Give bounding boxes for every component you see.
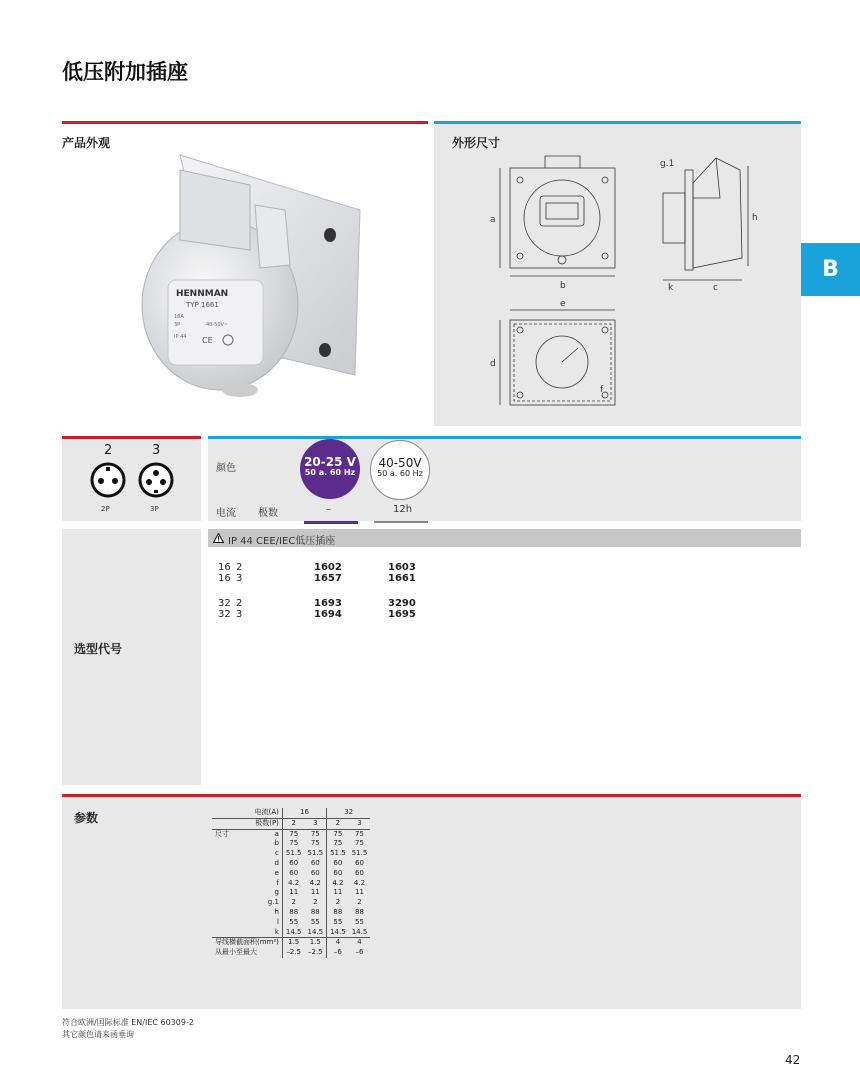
code-row: 32 2 1693 3290 xyxy=(218,598,416,609)
code-row: 32 3 1694 1695 xyxy=(218,609,416,620)
svg-text:f: f xyxy=(600,385,604,395)
white-underline xyxy=(374,521,428,523)
page-number: 42 xyxy=(785,1053,801,1067)
params-row: 尺寸 a 75 75 75 75 xyxy=(215,829,364,838)
section-tab-label: B xyxy=(822,257,839,282)
svg-text:g.1: g.1 xyxy=(660,159,675,169)
color-panel xyxy=(208,439,801,521)
svg-text:3P: 3P xyxy=(174,322,181,328)
code-row: 16 2 1602 1603 xyxy=(218,562,416,573)
svg-text:16A: 16A xyxy=(174,314,184,320)
poles-panel xyxy=(62,439,201,521)
pole-2-label: 2P xyxy=(101,505,110,513)
page-title: 低压附加插座 xyxy=(62,60,188,84)
color-note: 其它颜色请来函垂询 xyxy=(62,1030,134,1039)
svg-text:b: b xyxy=(560,281,566,291)
mount-hole-icon xyxy=(319,343,331,357)
pole-3-label: 3P xyxy=(150,505,159,513)
params-row: k 14.5 14.5 14.5 14.5 xyxy=(212,928,370,938)
params-row: g 11 11 11 11 xyxy=(274,888,364,897)
params-row: c 51.5 51.5 51.5 51.5 xyxy=(275,849,368,858)
svg-text:c: c xyxy=(713,283,718,293)
pole-2-number: 2 xyxy=(104,443,113,458)
poles-count-label: 极数 xyxy=(258,508,278,519)
voltage-badge-violet[interactable] xyxy=(300,439,360,499)
params-poles-row: 极数(P) 2 3 2 3 xyxy=(212,818,370,829)
voltage-badge-white[interactable] xyxy=(370,440,430,500)
color-label: 颜色 xyxy=(216,463,236,474)
params-row: d 60 60 60 60 xyxy=(274,858,364,867)
params-row: b 75 75 75 75 xyxy=(274,839,364,848)
params-row: h 88 88 88 88 xyxy=(274,907,364,916)
appearance-heading: 产品外观 xyxy=(62,136,111,150)
params-row: f 4.2 4.2 4.2 4.2 xyxy=(276,878,366,887)
pole-3-number: 3 xyxy=(152,443,161,458)
warning-triangle-icon xyxy=(213,533,224,543)
svg-text:h: h xyxy=(752,213,758,223)
dimension-drawing xyxy=(480,148,780,418)
svg-text:CE: CE xyxy=(202,336,213,345)
socket-3p-icon xyxy=(138,462,174,498)
svg-text:IP 44: IP 44 xyxy=(174,334,187,340)
params-current-row: 电流(A) 16 32 xyxy=(212,808,370,818)
code-list xyxy=(218,562,438,620)
svg-text:TYP 1661: TYP 1661 xyxy=(186,301,219,309)
current-label: 电流 xyxy=(216,508,236,519)
svg-text:k: k xyxy=(668,283,674,293)
dimensions-heading: 外形尺寸 xyxy=(452,136,501,150)
voltage-badge-white-sub: 50 a. 60 Hz xyxy=(377,469,423,478)
svg-text:d: d xyxy=(490,359,496,369)
params-row: g.1 2 2 2 2 xyxy=(267,898,362,907)
violet-underline xyxy=(304,521,358,524)
svg-text:a: a xyxy=(490,215,496,225)
code-row: 16 3 1657 1661 xyxy=(218,573,416,584)
selection-label-panel xyxy=(62,529,201,785)
params-panel xyxy=(62,797,801,1009)
svg-text:40-50V~: 40-50V~ xyxy=(206,322,229,328)
params-table xyxy=(212,808,370,958)
voltage-badge-violet-main: 20-25 V xyxy=(304,455,356,469)
params-angle-row: 从最小至最大 –2.5 –2.5 –6 –6 xyxy=(215,948,364,957)
selection-heading: 选型代号 xyxy=(74,642,123,656)
params-row: e 60 60 60 60 xyxy=(274,868,364,877)
section-tab-b[interactable] xyxy=(801,243,860,296)
mount-hole-icon xyxy=(324,228,336,242)
violet-hour-code: – xyxy=(326,504,331,515)
params-heading: 参数 xyxy=(74,811,99,825)
params-wire-row: 导线横截面积(mm²) 1.5 1.5 4 4 xyxy=(215,938,362,947)
params-row: l 55 55 55 55 xyxy=(276,917,364,926)
socket-2p-icon xyxy=(90,462,126,498)
voltage-badge-white-main: 40-50V xyxy=(378,456,422,470)
ip-header-text: IP 44 CEE/IEC低压插座 xyxy=(228,536,336,547)
svg-text:e: e xyxy=(560,299,566,309)
standard-note: 符合欧洲/国际标准 EN/IEC 60309-2 xyxy=(62,1018,194,1027)
socket-product-image xyxy=(110,150,380,405)
voltage-badge-violet-sub: 50 a. 60 Hz xyxy=(304,468,356,477)
white-hour-code: 12h xyxy=(393,504,413,515)
svg-text:HENNMAN: HENNMAN xyxy=(176,289,229,299)
